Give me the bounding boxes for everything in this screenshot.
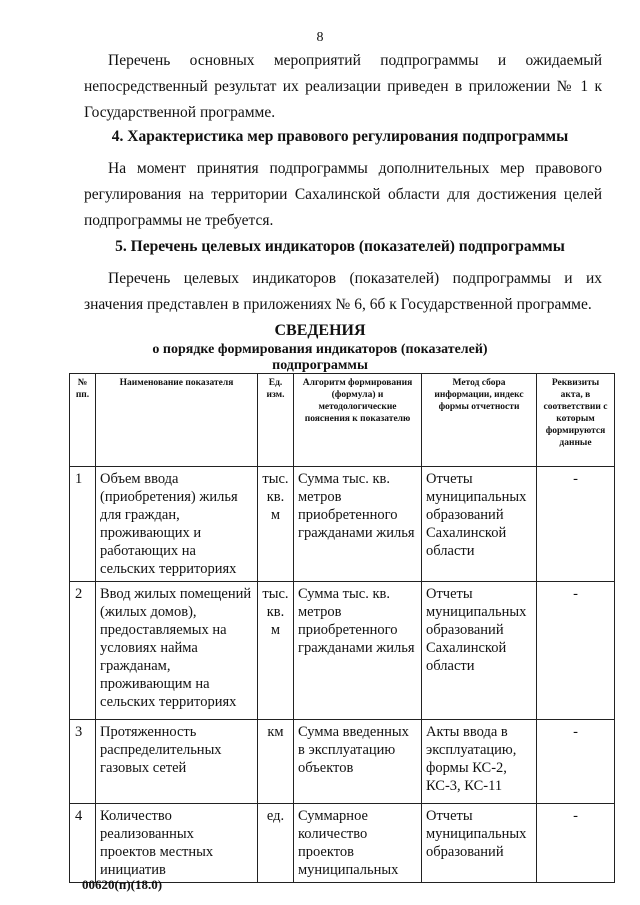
header-unit: Ед. изм. bbox=[258, 374, 294, 467]
row-num: 1 bbox=[70, 467, 96, 582]
section5-text: Перечень целевых индикаторов (показателей) подпрограммы и их значения представлен в приложениях № 6, 6б к Государственной программе. bbox=[84, 270, 602, 313]
section5-paragraph bbox=[84, 266, 602, 318]
row-name: Ввод жилых помещений (жилых домов), предоставляемых на условиях найма гражданам, проживающим на сельских территориях bbox=[96, 582, 258, 720]
row-algorithm: Суммарное количество проектов муниципальных bbox=[294, 804, 422, 883]
row-unit: тыс. кв. м bbox=[258, 582, 294, 720]
row-algorithm: Сумма тыс. кв. метров приобретенного гражданами жилья bbox=[294, 582, 422, 720]
row-num: 3 bbox=[70, 720, 96, 804]
row-algorithm: Сумма введенных в эксплуатацию объектов bbox=[294, 720, 422, 804]
indicators-table bbox=[69, 373, 615, 883]
header-method: Метод сбора информации, индекс формы отчетности bbox=[422, 374, 537, 467]
header-num: № пп. bbox=[70, 374, 96, 467]
row-method: Отчеты муниципальных образований Сахалинской области bbox=[422, 467, 537, 582]
row-name: Объем ввода (приобретения) жилья для граждан, проживающих и работающих на сельских территориях bbox=[96, 467, 258, 582]
table-row bbox=[70, 467, 615, 582]
row-name: Протяженность распределительных газовых сетей bbox=[96, 720, 258, 804]
row-unit: ед. bbox=[258, 804, 294, 883]
svedenia-subtitle-1: о порядке формирования индикаторов (показателей) bbox=[152, 342, 488, 357]
table-header-row bbox=[70, 374, 615, 467]
intro-text: Перечень основных мероприятий подпрограммы и ожидаемый непосредственный результат их реализации приведен в приложении № 1 к Государственной программе. bbox=[84, 52, 602, 121]
row-method: Отчеты муниципальных образований bbox=[422, 804, 537, 883]
table-row bbox=[70, 804, 615, 883]
row-unit: тыс. кв. м bbox=[258, 467, 294, 582]
row-details: - bbox=[537, 804, 615, 883]
intro-paragraph bbox=[84, 48, 602, 126]
row-unit: км bbox=[258, 720, 294, 804]
header-details: Реквизиты акта, в соответствии с которым формируются данные bbox=[537, 374, 615, 467]
document-code-footer: 00620(п)(18.0) bbox=[82, 877, 163, 892]
row-details: - bbox=[537, 582, 615, 720]
svedenia-subtitle-2: подпрограммы bbox=[272, 358, 368, 373]
row-method: Отчеты муниципальных образований Сахалинской области bbox=[422, 582, 537, 720]
row-method: Акты ввода в эксплуатацию, формы КС-2, КС-3, КС-11 bbox=[422, 720, 537, 804]
svedenia-title: СВЕДЕНИЯ bbox=[274, 322, 366, 339]
table-row bbox=[70, 720, 615, 804]
page-number: 8 bbox=[316, 30, 324, 45]
row-details: - bbox=[537, 467, 615, 582]
row-details: - bbox=[537, 720, 615, 804]
section5-heading: 5. Перечень целевых индикаторов (показателей) подпрограммы bbox=[115, 238, 565, 255]
header-algorithm: Алгоритм формирования (формула) и методологические пояснения к показателю bbox=[294, 374, 422, 467]
table-row bbox=[70, 582, 615, 720]
section4-heading: 4. Характеристика мер правового регулирования подпрограммы bbox=[111, 128, 569, 145]
section4-paragraph bbox=[84, 156, 602, 234]
row-name: Количество реализованных проектов местных инициатив bbox=[96, 804, 258, 883]
section4-text: На момент принятия подпрограммы дополнительных мер правового регулирования на территории Сахалинской области для достижения целей подпрограммы не требуется. bbox=[84, 160, 602, 229]
row-algorithm: Сумма тыс. кв. метров приобретенного гражданами жилья bbox=[294, 467, 422, 582]
row-num: 2 bbox=[70, 582, 96, 720]
row-num: 4 bbox=[70, 804, 96, 883]
header-name: Наименование показателя bbox=[96, 374, 258, 467]
